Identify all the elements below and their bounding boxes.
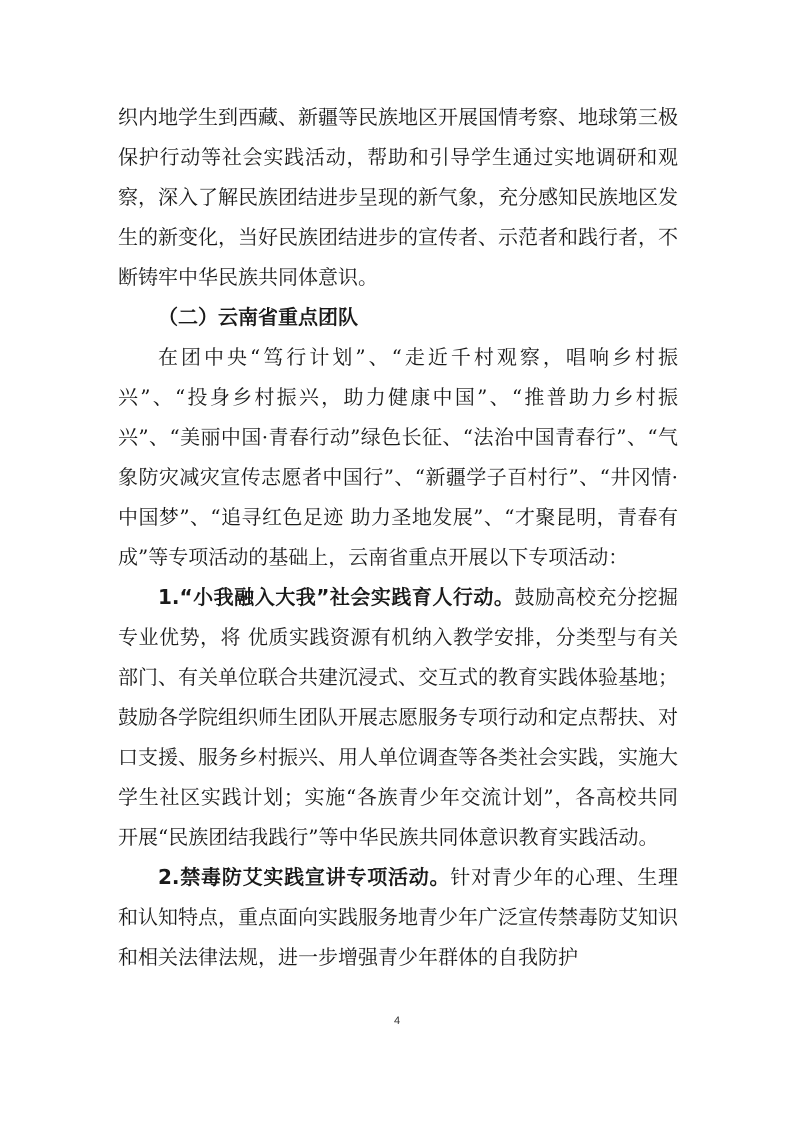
item-1-body: 鼓励高校充分挖掘专业优势，将 优质实践资源有机纳入教学安排，分类型与有关部门、有关单位联合共建沉浸式、交互式的教育实践体验基地；鼓励各学院组织师生团队开展志愿服务专项行动和定点帮扶、对口支援、服务乡村振兴、用人单位调查等各类社会实践，实施大学生社区实践计划；实施“各族青少年交流计划”，各高校共同开展“民族团结我践行”等中华民族共同体意识教育实践活动。 (118, 585, 678, 849)
paragraph-intro: 在团中央“笃行计划”、“走近千村观察，唱响乡村振兴”、“投身乡村振兴，助力健康中国”、“推普助力乡村振兴”、“美丽中国·青春行动”绿色长征、“法治中国青春行”、“气象防灾减灾宣传志愿者中国行”、“新疆学子百村行”、“井冈情·中国梦”、“追寻红色足迹 助力圣地发展”、“才聚昆明，青春有成”等专项活动的基础上，云南省重点开展以下专项活动： (118, 345, 678, 569)
paragraph-item-2 (118, 857, 678, 977)
paragraph-item-1 (118, 577, 678, 857)
item-2-body: 针对青少年的心理、生理和认知特点，重点面向实践服务地青少年广泛宣传禁毒防艾知识和相关法律法规，进一步增强青少年群体的自我防护 (118, 865, 678, 969)
item-1-lead: 1.“小我融入大我”社会实践育人行动。 (158, 585, 515, 609)
paragraph-continuation: 织内地学生到西藏、新疆等民族地区开展国情考察、地球第三极保护行动等社会实践活动，帮助和引导学生通过实地调研和观察，深入了解民族团结进步呈现的新气象，充分感知民族地区发生的新变化，当好民族团结进步的宣传者、示范者和践行者，不断铸牢中华民族共同体意识。 (118, 105, 678, 289)
document-body (118, 97, 678, 977)
page-number: 4 (393, 1015, 401, 1027)
item-2-lead: 2.禁毒防艾实践宣讲专项活动。 (158, 865, 451, 889)
section-heading: （二）云南省重点团队 (158, 305, 358, 329)
